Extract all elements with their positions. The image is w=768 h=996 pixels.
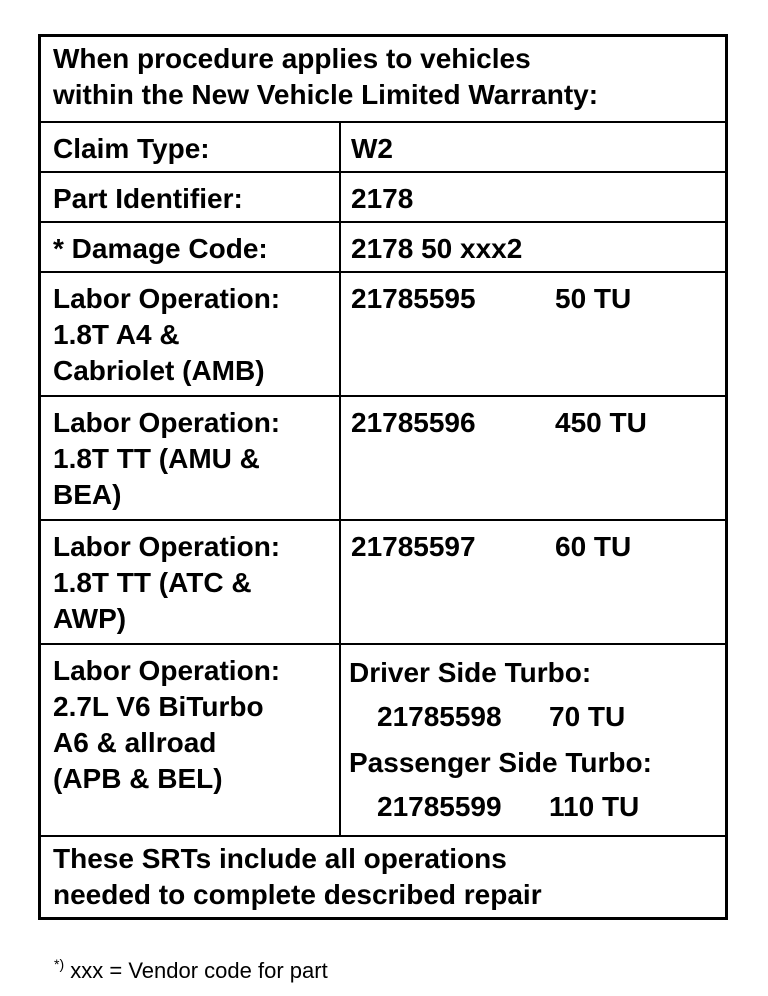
labor-op-amb-row <box>41 273 725 397</box>
footer-line-2: needed to complete described repair <box>53 879 542 910</box>
part-identifier-value: 2178 <box>351 183 414 214</box>
labor-op-biturbo-value <box>341 645 725 835</box>
label-line: 1.8T TT (ATC & <box>53 567 252 598</box>
labor-code: 21785595 <box>351 283 476 314</box>
header-line-1: When procedure applies to vehicles <box>53 43 531 74</box>
passenger-side-code: 21785599 <box>377 791 502 822</box>
footer-line-1: These SRTs include all operations <box>53 843 507 874</box>
labor-op-atc-value <box>341 521 725 643</box>
labor-op-amu-row <box>41 397 725 521</box>
footnote-text: xxx = Vendor code for part <box>70 958 328 983</box>
labor-op-amu-value <box>341 397 725 519</box>
label-line: Labor Operation: <box>53 531 281 562</box>
driver-side-code: 21785598 <box>377 701 502 732</box>
labor-op-atc-row <box>41 521 725 645</box>
claim-type-row <box>41 123 725 173</box>
labor-op-biturbo-row <box>41 645 725 837</box>
labor-code: 21785597 <box>351 531 476 562</box>
part-identifier-label: Part Identifier: <box>41 173 341 221</box>
footer-cell <box>41 837 725 917</box>
footnote-marker: *) <box>54 956 65 972</box>
damage-code-value: 2178 50 xxx2 <box>351 233 523 264</box>
header-row <box>41 37 725 123</box>
driver-side-line <box>349 699 725 735</box>
label-line: Labor Operation: <box>53 655 281 686</box>
label-line: BEA) <box>53 479 122 510</box>
header-cell <box>41 37 725 121</box>
driver-side-title: Driver Side Turbo: <box>349 657 592 688</box>
passenger-side-title: Passenger Side Turbo: <box>349 747 652 778</box>
claim-type-label: Claim Type: <box>41 123 341 171</box>
labor-op-atc-label <box>41 521 341 643</box>
passenger-side-line <box>349 789 725 825</box>
labor-op-biturbo-label <box>41 645 341 835</box>
footnote <box>54 950 328 985</box>
label-line: 1.8T A4 & <box>53 319 180 350</box>
claim-type-value: W2 <box>351 133 393 164</box>
labor-op-amu-label <box>41 397 341 519</box>
time-units: 450 TU <box>555 407 647 438</box>
time-units: 60 TU <box>555 531 632 562</box>
footer-row <box>41 837 725 917</box>
part-identifier-row <box>41 173 725 223</box>
label-line: Labor Operation: <box>53 283 281 314</box>
header-line-2: within the New Vehicle Limited Warranty: <box>53 79 599 110</box>
label-line: (APB & BEL) <box>53 763 223 794</box>
labor-op-amb-value <box>341 273 725 395</box>
damage-code-label: * Damage Code: <box>41 223 341 271</box>
labor-code: 21785596 <box>351 407 476 438</box>
time-units: 50 TU <box>555 283 632 314</box>
label-line: Cabriolet (AMB) <box>53 355 265 386</box>
labor-op-amb-label <box>41 273 341 395</box>
driver-side-tu: 70 TU <box>549 701 626 732</box>
passenger-side-tu: 110 TU <box>549 791 640 822</box>
label-line: A6 & allroad <box>53 727 217 758</box>
damage-code-row <box>41 223 725 273</box>
label-line: 1.8T TT (AMU & <box>53 443 260 474</box>
label-line: AWP) <box>53 603 127 634</box>
label-line: Labor Operation: <box>53 407 281 438</box>
warranty-table <box>38 34 728 920</box>
label-line: 2.7L V6 BiTurbo <box>53 691 264 722</box>
